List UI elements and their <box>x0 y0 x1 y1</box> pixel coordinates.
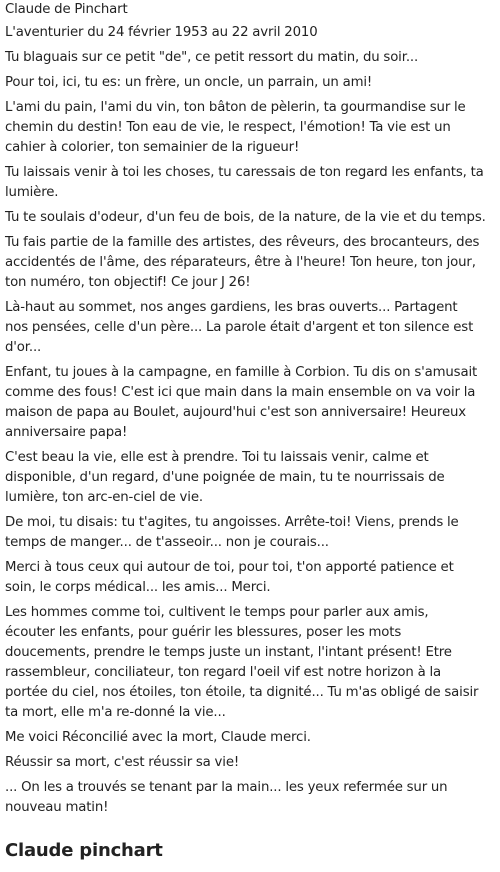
tribute-paragraph <box>5 48 497 68</box>
paragraph-line: Tu laissais venir à toi les choses, tu caressais de ton regard les enfants, ta <box>5 165 484 180</box>
paragraph-line: ton numéro, ton objectif! Ce jour J 26! <box>5 275 251 290</box>
tribute-paragraph <box>5 778 497 818</box>
paragraph-line: ... On les a trouvés se tenant par la main... les yeux refermée sur un <box>5 780 448 795</box>
tribute-paragraph <box>5 513 497 553</box>
tribute-paragraph <box>5 73 497 93</box>
paragraph-line: ta mort, elle m'a re-donné la vie... <box>5 705 226 720</box>
tribute-paragraph <box>5 603 497 723</box>
paragraph-line: Enfant, tu joues à la campagne, en famille à Corbion. Tu dis on s'amusait <box>5 365 478 380</box>
paragraph-line: cahier à colorier, ton semainier de la rigueur! <box>5 140 300 155</box>
article-header <box>5 0 497 43</box>
life-dates: L'aventurier du 24 février 1953 au 22 avril 2010 <box>5 25 318 40</box>
paragraph-line: Tu fais partie de la famille des artistes, des rêveurs, des brocanteurs, des <box>5 235 480 250</box>
tribute-paragraph <box>5 728 497 748</box>
paragraph-line: d'or... <box>5 340 42 355</box>
tribute-paragraph <box>5 448 497 508</box>
paragraph-line: rassembleur, conciliateur, ton regard l'oeil vif est notre horizon à la <box>5 665 441 680</box>
paragraph-line: comme des fous! C'est ici que main dans la main ensemble on va voir la <box>5 385 476 400</box>
paragraph-line: Réussir sa mort, c'est réussir sa vie! <box>5 755 240 770</box>
tribute-paragraph <box>5 558 497 598</box>
paragraph-line: Merci à tous ceux qui autour de toi, pour toi, t'on apporté patience et <box>5 560 454 575</box>
paragraph-line: lumière, ton arc-en-ciel de vie. <box>5 490 203 505</box>
paragraph-line: Me voici Réconcilié avec la mort, Claude merci. <box>5 730 311 745</box>
paragraph-line: C'est beau la vie, elle est à prendre. Toi tu laissais venir, calme et <box>5 450 429 465</box>
paragraph-line: maison de papa au Boulet, aujourd'hui c'est son anniversaire! Heureux <box>5 405 466 420</box>
tribute-paragraph <box>5 363 497 443</box>
paragraph-line: nouveau matin! <box>5 800 109 815</box>
paragraph-line: écouter les enfants, pour guérir les blessures, poser les mots <box>5 625 402 640</box>
paragraph-line: accidentés de l'âme, des réparateurs, être à l'heure! Ton heure, ton jour, <box>5 255 476 270</box>
tribute-paragraph <box>5 163 497 203</box>
paragraph-line: soin, le corps médical... les amis... Merci. <box>5 580 271 595</box>
tribute-paragraph <box>5 298 497 358</box>
tribute-paragraph <box>5 233 497 293</box>
paragraph-line: anniversaire papa! <box>5 425 128 440</box>
paragraph-line: Tu blaguais sur ce petit "de", ce petit ressort du matin, du soir... <box>5 50 419 65</box>
paragraph-line: portée du ciel, nos étoiles, ton étoile, ta dignité... Tu m'as obligé de saisir <box>5 685 479 700</box>
paragraph-line: nos pensées, celle d'un père... La parole était d'argent et ton silence est <box>5 320 474 335</box>
paragraph-line: L'ami du pain, l'ami du vin, ton bâton de pèlerin, ta gourmandise sur le <box>5 100 466 115</box>
paragraph-line: chemin du destin! Ton eau de vie, le respect, l'émotion! Ta vie est un <box>5 120 451 135</box>
tribute-text <box>5 48 497 818</box>
tribute-paragraph <box>5 753 497 773</box>
paragraph-line: disponible, d'un regard, d'une poignée de main, tu te nourrissais de <box>5 470 445 485</box>
paragraph-line: Pour toi, ici, tu es: un frère, un oncle, un parrain, un ami! <box>5 75 373 90</box>
paragraph-line: Là-haut au sommet, nos anges gardiens, les bras ouverts... Partagent <box>5 300 458 315</box>
paragraph-line: De moi, tu disais: tu t'agites, tu angoisses. Arrête-toi! Viens, prends le <box>5 515 459 530</box>
deceased-name: Claude de Pinchart <box>5 2 128 17</box>
tribute-paragraph <box>5 208 497 228</box>
tribute-paragraph <box>5 98 497 158</box>
page-title: Claude pinchart <box>5 840 163 861</box>
paragraph-line: Les hommes comme toi, cultivent le temps pour parler aux amis, <box>5 605 429 620</box>
paragraph-line: lumière. <box>5 185 59 200</box>
paragraph-line: Tu te soulais d'odeur, d'un feu de bois, de la nature, de la vie et du temps. <box>5 210 486 225</box>
obituary-article <box>5 0 497 823</box>
paragraph-line: temps de manger... de t'asseoir... non je courais... <box>5 535 329 550</box>
paragraph-line: doucements, prendre le temps juste un instant, l'intant présent! Etre <box>5 645 452 660</box>
